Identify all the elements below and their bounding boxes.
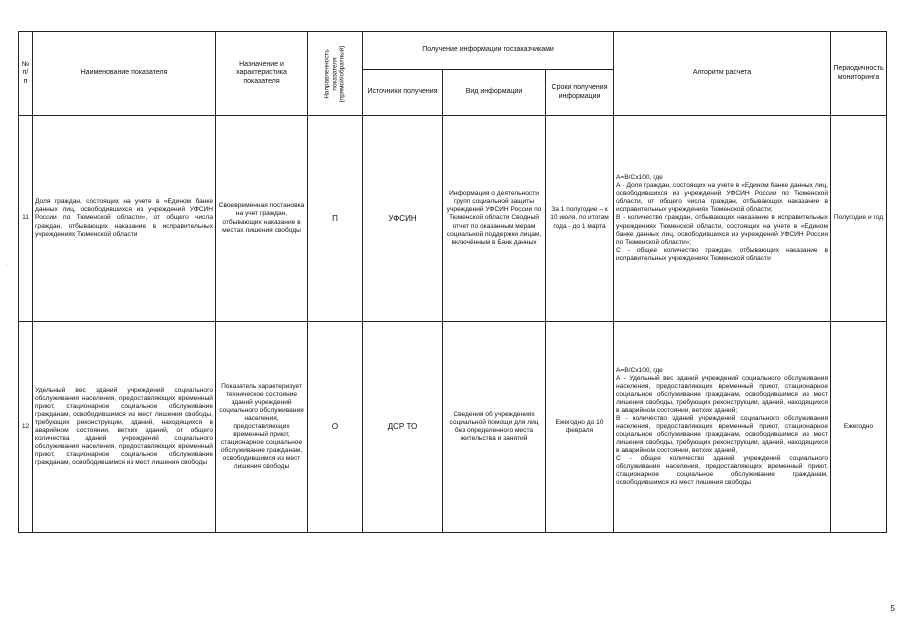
row-11-source: УФСИН xyxy=(363,116,443,322)
row-11-algorithm-b: В - количество граждан, отбывающих наказание в исправительных учреждениях Тюменской области, состоящих на учете в «Едином банке данных лиц, освободившихся из учреждений УФСИН России по Тюменской области»; xyxy=(616,214,829,246)
row-12-terms: Ежегодно до 10 февраля xyxy=(546,322,614,533)
row-11-algorithm xyxy=(614,116,831,322)
table-row xyxy=(19,322,887,533)
row-12-num: 12 xyxy=(19,322,33,533)
row-12-algorithm-c: С - общее количество зданий учреждений социального обслуживания населения, предоставляющих временный приют, стационарное социальное обслуживание гражданам, освободившимся из мест лишения свободы xyxy=(616,455,829,487)
header-direction-line-2: показателя xyxy=(331,56,339,91)
header-name: Наименование показателя xyxy=(33,32,216,116)
indicators-table xyxy=(18,31,887,533)
row-11-purpose: Своевременная постановка на учет граждан, отбывающих наказание в местах лишения свободы xyxy=(216,116,308,322)
row-12-name: Удельный вес зданий учреждений социального обслуживания населения, предоставляющих временный приют, стационарное социальное обслуживание гражданам, освободившимся из мест лишения свободы, требующих реконструкции, зданий, находящихся в аварийном состоянии, ветхих зданий, от общего количества зданий учреждений социального обслуживания населения, предоставляющих временный приют, стационарное социальное обслуживание гражданам, освободившимся из мест лишения свободы xyxy=(33,322,216,533)
row-11-direction: П xyxy=(308,116,363,322)
header-period: Периодичность мониторинга xyxy=(831,32,887,116)
row-11-algorithm-a: А - Доля граждан, состоящих на учете в «Едином банке данных лиц, освободившихся из учреждений УФСИН России по Тюменской области, от общего числа граждан, отбывающих наказание в исправительных учреждениях Тюменской области; xyxy=(616,182,829,214)
header-source: Источники получения xyxy=(363,70,443,116)
scan-speck: · xyxy=(884,306,886,312)
row-11-name: Доля граждан, состоящих на учете в «Едином банке данных лиц, освободившихся из учреждений УФСИН России по Тюменской области», от общего числа граждан, отбывающих наказание в исправительных учреждениях Тюменской области xyxy=(33,116,216,322)
row-12-direction: О xyxy=(308,322,363,533)
row-11-algorithm-c: С - общее количество граждан, отбывающих наказание в исправительных учреждениях Тюменской области xyxy=(616,246,829,262)
header-info-type: Вид информации xyxy=(443,70,546,116)
row-12-period: Ежегодно xyxy=(831,322,887,533)
row-12-algorithm-formula: А=В/Сх100, где xyxy=(616,366,663,374)
row-11-terms: За 1 полугодие – к 10 июля, по итогам года - до 1 марта xyxy=(546,116,614,322)
row-11-info-type: Информация о деятельности групп социальной защиты учреждений УФСИН России по Тюменской области Сводный отчет по оказанным мерам социальной поддержки лицам, включённым в Банк данных xyxy=(443,116,546,322)
row-12-algorithm xyxy=(614,322,831,533)
header-num: № п/п xyxy=(19,32,33,116)
row-11-num: 11 xyxy=(19,116,33,322)
header-direction-line-1: Направленность xyxy=(323,48,331,99)
header-algorithm: Алгоритм расчета xyxy=(614,32,831,116)
scan-speck: · xyxy=(6,262,8,268)
table-row xyxy=(19,116,887,322)
header-info-group: Получение информации госзаказчиками xyxy=(363,32,614,70)
scan-speck: · xyxy=(9,340,11,346)
row-11-algorithm-formula: А=В/Сх100, где xyxy=(616,174,663,182)
header-direction xyxy=(308,32,363,116)
row-12-algorithm-b: В - количество зданий учреждений социального обслуживания населения, предоставляющих временный приют, стационарное социальное обслуживание гражданам, освободившимся из мест лишения свободы, требующих реконструкции, зданий, находящихся в аварийном состоянии, ветхих зданий, xyxy=(616,414,829,455)
page-number: 5 xyxy=(890,604,895,613)
row-12-purpose: Показатель характеризует техническое состояние зданий учреждений социального обслуживания населения, предоставляющих временный приют, стационарное социальное обслуживание гражданам, освободившимся из мест лишения свободы xyxy=(216,322,308,533)
row-12-source: ДСР ТО xyxy=(363,322,443,533)
row-12-info-type: Сведения об учреждениях социальной помощи для лиц без определенного места жительства и занятий xyxy=(443,322,546,533)
header-purpose: Назначение и характеристика показателя xyxy=(216,32,308,116)
row-11-period: Полугодие и год xyxy=(831,116,887,322)
header-terms: Сроки получения информации xyxy=(546,70,614,116)
row-12-algorithm-a: А - Удельный вес зданий учреждений социального обслуживания населения, предоставляющих временный приют, стационарное социальное обслуживание гражданам, освободившимся из мест лишения свободы, требующих реконструкции, зданий, находящихся в аварийном состоянии, ветхих зданий; xyxy=(616,374,829,414)
header-direction-line-3: (прямой/обратный) xyxy=(338,45,346,102)
